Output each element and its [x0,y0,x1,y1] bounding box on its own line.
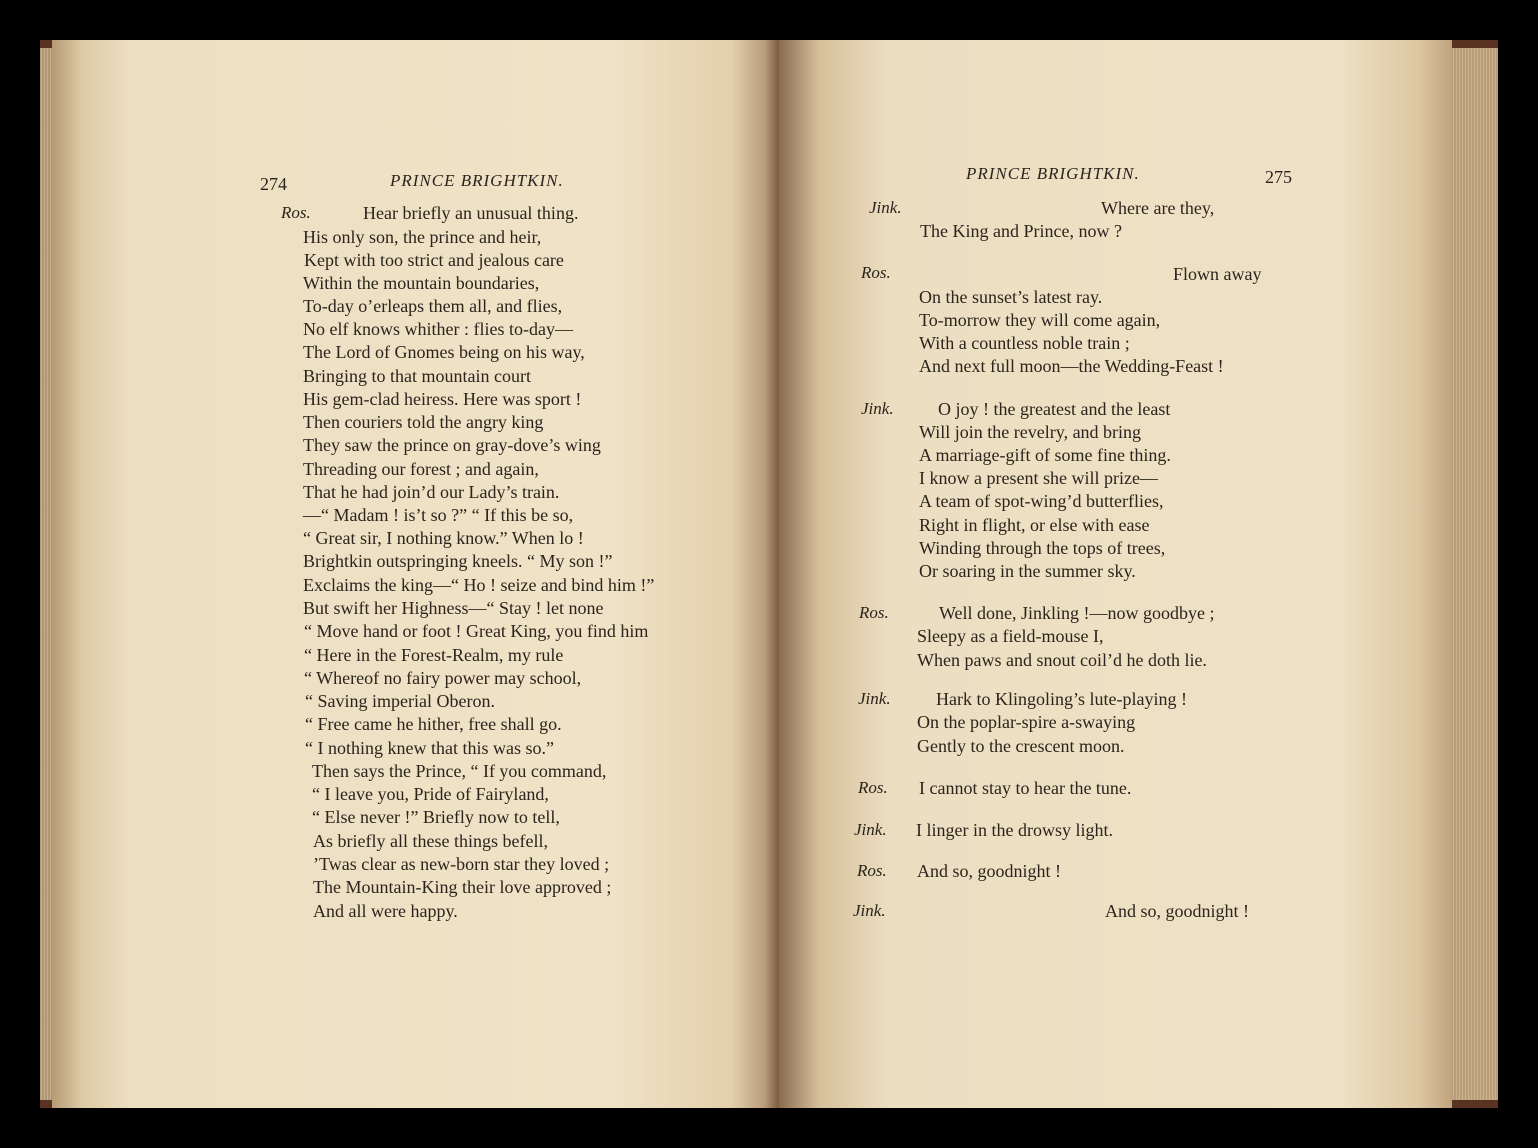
verse-line: Hear briefly an unusual thing. [363,203,579,223]
verse-line: His gem-clad heiress. Here was sport ! [303,389,582,409]
verse-line: I cannot stay to hear the tune. [919,778,1132,798]
verse-line: Then couriers told the angry king [303,412,544,432]
speaker-label: Jink. [853,901,886,920]
verse-line: Well done, Jinkling !—now goodbye ; [939,603,1215,623]
verse-line: O joy ! the greatest and the least [938,399,1171,419]
verse-line: “ I nothing knew that this was so.” [305,738,554,758]
verse-line: Or soaring in the summer sky. [919,561,1136,581]
verse-line: Right in flight, or else with ease [919,515,1150,535]
page-number: 275 [1265,167,1292,187]
verse-line: I linger in the drowsy light. [916,820,1113,840]
verse-line: No elf knows whither : flies to-day— [303,319,573,339]
speaker-label: Ros. [281,203,311,222]
page-edges-right [1452,48,1498,1100]
verse-line: And so, goodnight ! [1105,901,1249,921]
verse-line: The Mountain-King their love approved ; [313,877,612,897]
verse-line: The King and Prince, now ? [920,221,1122,241]
verse-line: When paws and snout coil’d he doth lie. [917,650,1207,670]
running-head: PRINCE BRIGHTKIN. [966,164,1140,183]
speaker-label: Jink. [854,820,887,839]
verse-line: “ I leave you, Pride of Fairyland, [312,784,549,804]
verse-line: They saw the prince on gray-dove’s wing [303,435,601,455]
verse-line: A team of spot-wing’d butterflies, [919,491,1164,511]
page-number: 274 [260,174,287,194]
verse-line: On the poplar-spire a-swaying [917,712,1136,732]
verse-line: “ Free came he hither, free shall go. [305,714,562,734]
speaker-label: Jink. [858,689,891,708]
verse-line: A marriage-gift of some fine thing. [919,445,1171,465]
verse-line: “ Here in the Forest-Realm, my rule [304,645,564,665]
verse-line: His only son, the prince and heir, [303,227,542,247]
verse-line: Gently to the crescent moon. [917,736,1125,756]
verse-line: That he had join’d our Lady’s train. [303,482,560,502]
open-book [40,40,1498,1108]
speaker-label: Ros. [858,778,888,797]
verse-line: Within the mountain boundaries, [303,273,540,293]
verse-line: And next full moon—the Wedding-Feast ! [919,356,1224,376]
running-head: PRINCE BRIGHTKIN. [390,171,564,190]
verse-line: With a countless noble train ; [919,333,1130,353]
verse-line: “ Move hand or foot ! Great King, you find him [304,621,649,641]
verse-line: Where are they, [1101,198,1215,218]
speaker-label: Ros. [859,603,889,622]
verse-line: And all were happy. [313,901,458,921]
verse-line: Exclaims the king—“ Ho ! seize and bind him !” [303,575,655,595]
right-page [779,40,1452,1108]
verse-line: But swift her Highness—“ Stay ! let none [303,598,604,618]
verse-line: To-morrow they will come again, [919,310,1161,330]
verse-line: Flown away [1173,264,1262,284]
verse-line: Threading our forest ; and again, [303,459,539,479]
verse-line: And so, goodnight ! [917,861,1061,881]
verse-line: ’Twas clear as new-born star they loved ; [313,854,610,874]
verse-line: To-day o’erleaps them all, and flies, [303,296,563,316]
verse-line: Sleepy as a field-mouse I, [917,626,1104,646]
verse-line: “ Saving imperial Oberon. [305,691,495,711]
verse-line: Hark to Klingoling’s lute-playing ! [936,689,1187,709]
verse-line: Bringing to that mountain court [303,366,531,386]
verse-line: Brightkin outspringing kneels. “ My son !” [303,551,613,571]
verse-line: Will join the revelry, and bring [919,422,1142,442]
verse-line: Winding through the tops of trees, [919,538,1166,558]
verse-line: “ Great sir, I nothing know.” When lo ! [303,528,584,548]
verse-line: As briefly all these things befell, [313,831,548,851]
speaker-label: Ros. [857,861,887,880]
verse-line: On the sunset’s latest ray. [919,287,1103,307]
verse-line: “ Whereof no fairy power may school, [304,668,582,688]
speaker-label: Ros. [861,263,891,282]
verse-line: “ Else never !” Briefly now to tell, [312,807,560,827]
verse-line: —“ Madam ! is’t so ?” “ If this be so, [303,505,574,525]
left-page [52,40,779,1108]
verse-line: Then says the Prince, “ If you command, [312,761,607,781]
verse-line: The Lord of Gnomes being on his way, [303,342,585,362]
page-edges-left [40,48,52,1100]
verse-line: I know a present she will prize— [919,468,1158,488]
speaker-label: Jink. [869,198,902,217]
speaker-label: Jink. [861,399,894,418]
verse-line: Kept with too strict and jealous care [304,250,564,270]
